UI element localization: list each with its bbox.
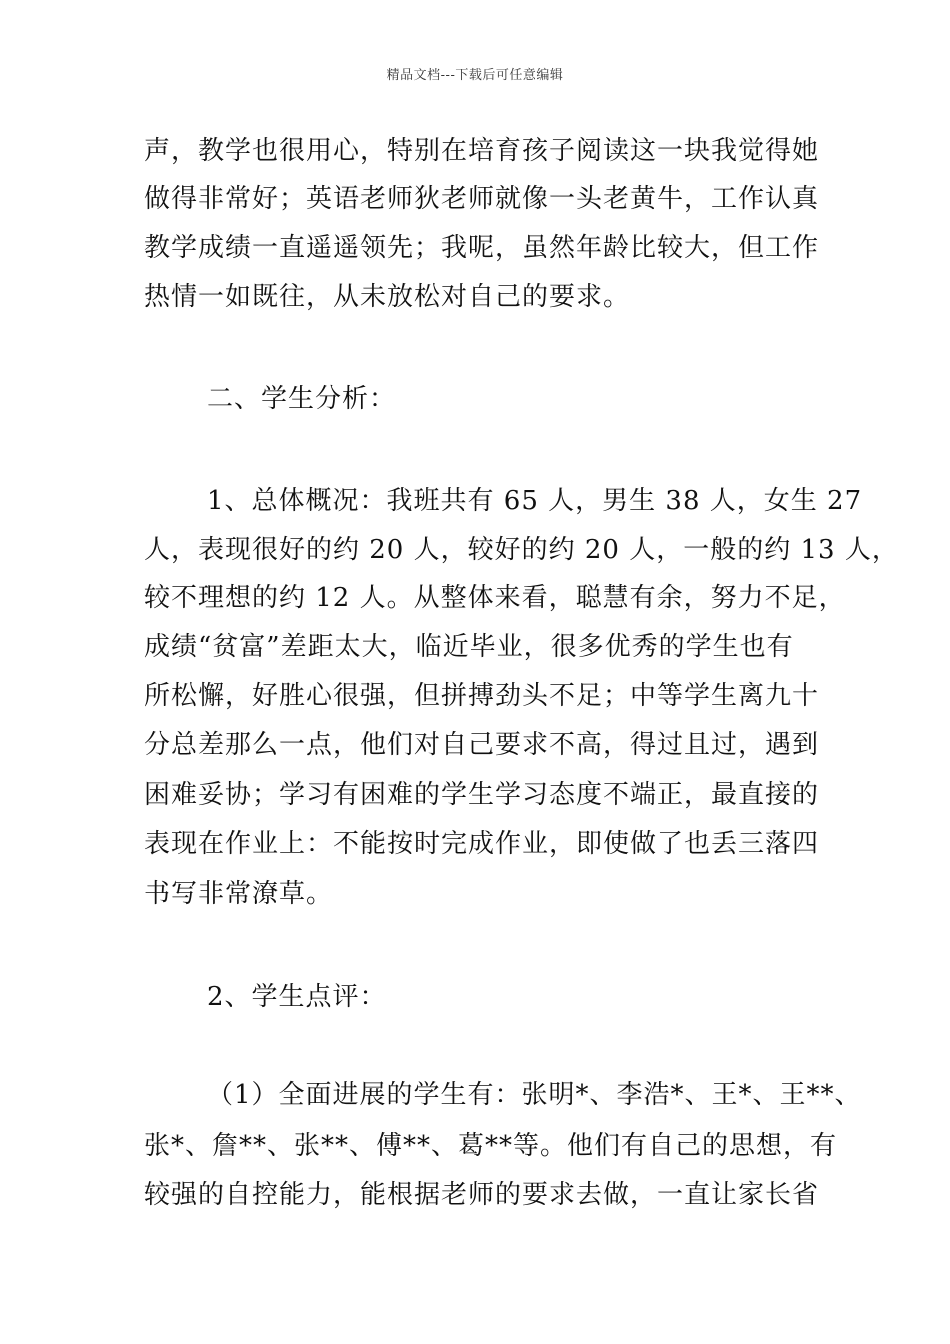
paragraph-line: 困难妥协；学习有困难的学生学习态度不端正，最直接的 (144, 780, 820, 810)
paragraph-line: 做得非常好；英语老师狄老师就像一头老黄牛，工作认真 (144, 184, 820, 214)
paragraph-line: 书写非常潦草。 (144, 879, 334, 909)
paragraph-line: 较不理想的约 12 人。从整体来看，聪慧有余，努力不足， (144, 583, 846, 613)
paragraph-line: 声，教学也很用心，特别在培育孩子阅读这一块我觉得她 (144, 136, 820, 166)
paragraph-line: 1、总体概况：我班共有 65 人，男生 38 人，女生 27 (207, 486, 863, 516)
page-header: 精品文档---下载后可任意编辑 (386, 68, 564, 83)
paragraph-line: 成绩“贫富”差距太大，临近毕业，很多优秀的学生也有 (144, 632, 794, 662)
section-heading: 二、学生分析： (207, 384, 397, 414)
paragraph-line: 较强的自控能力，能根据老师的要求去做，一直让家长省 (144, 1180, 820, 1210)
paragraph-line: 教学成绩一直遥遥领先；我呢，虽然年龄比较大，但工作 (144, 233, 820, 263)
subsection-heading: 2、学生点评： (207, 982, 387, 1012)
paragraph-line: 分总差那么一点，他们对自己要求不高，得过且过，遇到 (144, 730, 820, 760)
paragraph-line: （1）全面进展的学生有：张明*、李浩*、王*、王**、 (207, 1080, 862, 1110)
paragraph-line: 表现在作业上：不能按时完成作业，即使做了也丢三落四 (144, 829, 820, 859)
paragraph-line: 热情一如既往，从未放松对自己的要求。 (144, 282, 631, 312)
paragraph-line: 人，表现很好的约 20 人，较好的约 20 人，一般的约 13 人， (144, 535, 899, 565)
paragraph-line: 所松懈，好胜心很强，但拼搏劲头不足；中等学生离九十 (144, 681, 820, 711)
paragraph-line: 张*、詹**、张**、傅**、葛**等。他们有自己的思想，有 (144, 1131, 838, 1161)
